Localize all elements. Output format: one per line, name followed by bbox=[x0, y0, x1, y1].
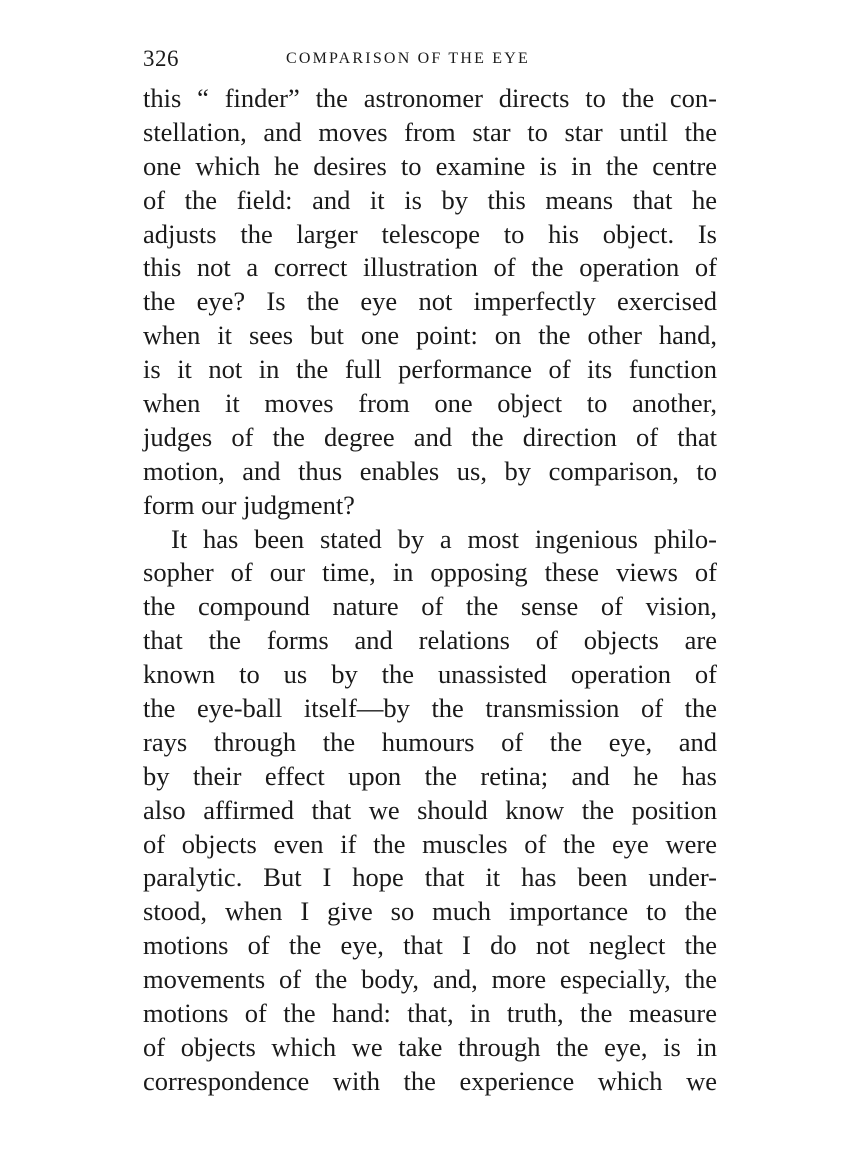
text-line: movements of the body, and, more especially, the bbox=[143, 964, 717, 995]
text-line: the eye? Is the eye not imperfectly exercised bbox=[143, 286, 717, 317]
text-line: paralytic. But I hope that it has been under- bbox=[143, 862, 717, 893]
text-line: form our judgment? bbox=[143, 489, 355, 520]
text-line: stood, when I give so much importance to the bbox=[143, 896, 717, 927]
text-line: one which he desires to examine is in the centre bbox=[143, 150, 717, 181]
body-text bbox=[143, 82, 717, 1099]
text-line: this not a correct illustration of the operation of bbox=[143, 252, 717, 283]
text-line: the eye-ball itself—by the transmission of the bbox=[143, 693, 717, 724]
book-page bbox=[143, 46, 717, 1099]
text-line: by their effect upon the retina; and he has bbox=[143, 760, 717, 791]
text-line: when it moves from one object to another, bbox=[143, 388, 717, 419]
text-line: the compound nature of the sense of vision, bbox=[143, 591, 717, 622]
text-line: adjusts the larger telescope to his object. Is bbox=[143, 218, 717, 249]
text-line: when it sees but one point: on the other hand, bbox=[143, 320, 717, 351]
running-head bbox=[143, 46, 717, 82]
text-line: that the forms and relations of objects are bbox=[143, 625, 717, 656]
page-number: 326 bbox=[143, 46, 179, 71]
running-title: COMPARISON OF THE EYE bbox=[286, 50, 531, 67]
text-line: motion, and thus enables us, by comparison, to bbox=[143, 455, 717, 486]
paragraph bbox=[143, 523, 717, 1099]
text-line: motions of the hand: that, in truth, the measure bbox=[143, 998, 717, 1029]
text-line: rays through the humours of the eye, and bbox=[143, 726, 717, 757]
text-line: of objects even if the muscles of the eye were bbox=[143, 828, 717, 859]
text-line: this “ finder” the astronomer directs to the con- bbox=[143, 83, 717, 113]
text-line: of the field: and it is by this means that he bbox=[143, 184, 717, 215]
text-line: is it not in the full performance of its function bbox=[143, 354, 717, 385]
text-line: motions of the eye, that I do not neglect the bbox=[143, 930, 717, 961]
text-line: also affirmed that we should know the position bbox=[143, 794, 717, 825]
text-line: stellation, and moves from star to star until the bbox=[143, 116, 717, 147]
paragraph bbox=[143, 82, 717, 523]
text-line: judges of the degree and the direction of that bbox=[143, 421, 717, 452]
text-line: sopher of our time, in opposing these views of bbox=[143, 557, 717, 588]
text-line: of objects which we take through the eye, is in bbox=[143, 1031, 717, 1062]
text-line: known to us by the unassisted operation of bbox=[143, 659, 717, 690]
text-line: correspondence with the experience which we bbox=[143, 1065, 717, 1096]
text-line: It has been stated by a most ingenious philo- bbox=[171, 523, 717, 554]
